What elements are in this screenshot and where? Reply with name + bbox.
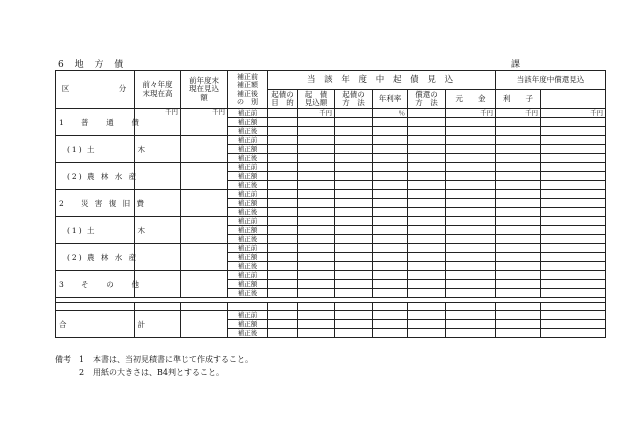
value-cell — [268, 181, 298, 190]
phase-cell: 補正後 — [228, 289, 268, 298]
value-cell — [496, 190, 541, 199]
value-cell — [373, 154, 408, 163]
value-cell — [335, 136, 373, 145]
value-cell — [268, 244, 298, 253]
value-cell — [373, 280, 408, 289]
value-cell — [298, 244, 335, 253]
value-cell — [268, 262, 298, 271]
value-cell — [373, 253, 408, 262]
value-cell — [408, 172, 446, 181]
blank-row — [56, 303, 606, 311]
value-cell — [541, 163, 606, 172]
value-cell — [408, 329, 446, 338]
value-cell — [446, 329, 496, 338]
prev2-balance-cell: 千円 — [135, 109, 181, 136]
value-cell — [268, 329, 298, 338]
value-cell — [446, 253, 496, 262]
value-cell — [408, 208, 446, 217]
value-cell — [541, 311, 606, 320]
prev1-estimate-cell — [181, 217, 228, 244]
value-cell — [408, 280, 446, 289]
value-cell — [541, 217, 606, 226]
value-cell — [268, 136, 298, 145]
prev1-estimate-cell — [181, 311, 228, 338]
header-principal: 元 金 — [446, 90, 496, 109]
value-cell — [373, 329, 408, 338]
value-cell — [373, 262, 408, 271]
header-repay-method: 償還の 方 法 — [408, 90, 446, 109]
phase-cell: 補正額 — [228, 172, 268, 181]
value-cell — [496, 320, 541, 329]
value-cell — [268, 226, 298, 235]
prev1-estimate-cell — [181, 271, 228, 298]
value-cell — [373, 235, 408, 244]
value-cell — [408, 154, 446, 163]
value-cell — [298, 136, 335, 145]
value-cell — [446, 244, 496, 253]
value-cell — [268, 172, 298, 181]
value-cell — [408, 226, 446, 235]
value-cell — [496, 329, 541, 338]
value-cell — [268, 235, 298, 244]
value-cell — [298, 271, 335, 280]
value-cell — [373, 163, 408, 172]
category-label: 2 災 害 復 旧 費 — [56, 190, 135, 217]
value-cell — [496, 163, 541, 172]
value-cell — [408, 136, 446, 145]
value-cell — [446, 172, 496, 181]
phase-cell: 補正前 — [228, 136, 268, 145]
value-cell — [408, 271, 446, 280]
value-cell — [298, 190, 335, 199]
value-cell — [446, 190, 496, 199]
phase-cell: 補正額 — [228, 320, 268, 329]
value-cell — [446, 289, 496, 298]
prev1-estimate-cell — [181, 136, 228, 163]
value-cell — [541, 118, 606, 127]
table-row — [56, 190, 606, 199]
value-cell — [541, 253, 606, 262]
value-cell — [541, 190, 606, 199]
value-cell — [268, 217, 298, 226]
value-cell — [298, 145, 335, 154]
value-cell — [446, 136, 496, 145]
table-row — [56, 136, 606, 145]
value-cell — [268, 145, 298, 154]
value-cell: 千円 — [298, 109, 335, 118]
value-cell — [298, 208, 335, 217]
table-row — [56, 163, 606, 172]
value-cell — [541, 154, 606, 163]
value-cell — [298, 280, 335, 289]
value-cell — [298, 127, 335, 136]
header-purpose: 起債の 目 的 — [268, 90, 298, 109]
value-cell — [541, 127, 606, 136]
phase-cell: 補正前 — [228, 244, 268, 253]
value-cell — [496, 136, 541, 145]
value-cell — [408, 145, 446, 154]
total-row — [56, 311, 606, 320]
value-cell — [541, 271, 606, 280]
value-cell — [446, 320, 496, 329]
value-cell — [496, 145, 541, 154]
value-cell — [408, 199, 446, 208]
value-cell — [446, 199, 496, 208]
value-cell — [268, 271, 298, 280]
prev1-estimate-cell: 千円 — [181, 109, 228, 136]
value-cell: 千円 — [541, 109, 606, 118]
value-cell: 千円 — [496, 109, 541, 118]
header-category: 区 分 — [56, 71, 135, 109]
total-label: 合 計 — [56, 311, 135, 338]
value-cell — [298, 199, 335, 208]
value-cell — [268, 127, 298, 136]
value-cell — [446, 226, 496, 235]
phase-cell: 補正前 — [228, 109, 268, 118]
value-cell — [373, 118, 408, 127]
value-cell — [298, 262, 335, 271]
value-cell — [541, 136, 606, 145]
value-cell: ％ — [373, 109, 408, 118]
value-cell — [496, 172, 541, 181]
category-label: 1 普 通 債 — [56, 109, 135, 136]
value-cell — [298, 118, 335, 127]
table-row — [56, 244, 606, 253]
value-cell — [268, 118, 298, 127]
category-label: (1) 土 木 — [56, 136, 135, 163]
value-cell — [335, 289, 373, 298]
value-cell — [446, 181, 496, 190]
category-label: 3 そ の 他 — [56, 271, 135, 298]
phase-cell: 補正後 — [228, 262, 268, 271]
category-label: (1) 土 木 — [56, 217, 135, 244]
value-cell — [408, 235, 446, 244]
header-amount: 起 債 見込額 — [298, 90, 335, 109]
department-label: 課 — [511, 60, 521, 70]
phase-cell: 補正後 — [228, 329, 268, 338]
phase-cell: 補正額 — [228, 280, 268, 289]
value-cell — [541, 280, 606, 289]
value-cell — [496, 253, 541, 262]
value-cell — [335, 329, 373, 338]
value-cell — [496, 271, 541, 280]
value-cell — [373, 181, 408, 190]
value-cell — [408, 127, 446, 136]
value-cell — [408, 163, 446, 172]
table-row — [56, 271, 606, 280]
value-cell — [268, 190, 298, 199]
value-cell — [335, 217, 373, 226]
value-cell — [335, 271, 373, 280]
value-cell — [408, 190, 446, 199]
prev2-balance-cell — [135, 163, 181, 190]
header-prev2-balance: 前々年度 末現在高 — [135, 71, 181, 109]
value-cell — [373, 320, 408, 329]
value-cell — [298, 253, 335, 262]
value-cell — [335, 253, 373, 262]
value-cell — [373, 190, 408, 199]
value-cell — [335, 311, 373, 320]
value-cell — [373, 127, 408, 136]
value-cell — [373, 145, 408, 154]
value-cell — [496, 208, 541, 217]
value-cell — [541, 208, 606, 217]
value-cell — [298, 320, 335, 329]
value-cell — [268, 208, 298, 217]
category-label: (2) 農 林 水 産 — [56, 163, 135, 190]
value-cell — [408, 181, 446, 190]
value-cell — [408, 109, 446, 118]
value-cell — [408, 289, 446, 298]
value-cell — [446, 311, 496, 320]
value-cell — [446, 262, 496, 271]
value-cell — [408, 118, 446, 127]
value-cell — [373, 199, 408, 208]
value-cell — [446, 163, 496, 172]
value-cell — [496, 289, 541, 298]
value-cell — [408, 253, 446, 262]
value-cell — [496, 311, 541, 320]
value-cell — [446, 271, 496, 280]
value-cell — [408, 320, 446, 329]
table-row — [56, 109, 606, 118]
value-cell — [373, 226, 408, 235]
value-cell — [335, 181, 373, 190]
value-cell — [298, 311, 335, 320]
value-cell — [268, 163, 298, 172]
prev1-estimate-cell — [181, 190, 228, 217]
notes — [55, 353, 253, 379]
prev2-balance-cell — [135, 244, 181, 271]
value-cell — [268, 311, 298, 320]
phase-cell: 補正額 — [228, 118, 268, 127]
phase-cell: 補正前 — [228, 217, 268, 226]
header-prev1-estimate: 前年度末 現在見込 額 — [181, 71, 228, 109]
phase-cell: 補正額 — [228, 199, 268, 208]
value-cell — [496, 199, 541, 208]
value-cell — [541, 289, 606, 298]
phase-cell: 補正額 — [228, 226, 268, 235]
value-cell — [496, 244, 541, 253]
value-cell — [496, 217, 541, 226]
prev1-estimate-cell — [181, 244, 228, 271]
value-cell — [446, 235, 496, 244]
category-label: (2) 農 林 水 産 — [56, 244, 135, 271]
phase-cell: 補正前 — [228, 271, 268, 280]
value-cell — [335, 280, 373, 289]
value-cell — [268, 280, 298, 289]
header-rate: 年利率 — [373, 90, 408, 109]
value-cell — [541, 244, 606, 253]
value-cell — [541, 145, 606, 154]
value-cell — [298, 154, 335, 163]
value-cell — [298, 226, 335, 235]
value-cell — [408, 244, 446, 253]
value-cell — [446, 145, 496, 154]
value-cell — [373, 217, 408, 226]
phase-cell: 補正前 — [228, 190, 268, 199]
value-cell — [446, 118, 496, 127]
value-cell — [446, 208, 496, 217]
value-cell — [298, 289, 335, 298]
header-redeem-group: 当該年度中償還見込 — [496, 71, 606, 90]
document-title: 6 地 方 債 — [58, 60, 128, 70]
value-cell — [268, 320, 298, 329]
value-cell — [408, 217, 446, 226]
value-cell — [335, 226, 373, 235]
value-cell — [541, 235, 606, 244]
value-cell — [496, 181, 541, 190]
value-cell — [446, 280, 496, 289]
phase-cell: 補正前 — [228, 163, 268, 172]
value-cell — [268, 253, 298, 262]
phase-cell: 補正後 — [228, 235, 268, 244]
municipal-bond-table — [55, 70, 606, 338]
value-cell — [335, 118, 373, 127]
value-cell — [446, 127, 496, 136]
value-cell — [541, 320, 606, 329]
value-cell — [496, 262, 541, 271]
value-cell — [496, 235, 541, 244]
value-cell — [335, 109, 373, 118]
value-cell — [541, 262, 606, 271]
value-cell — [335, 163, 373, 172]
value-cell — [335, 154, 373, 163]
prev2-balance-cell — [135, 271, 181, 298]
value-cell — [496, 127, 541, 136]
value-cell — [268, 109, 298, 118]
value-cell — [446, 217, 496, 226]
phase-cell: 補正後 — [228, 181, 268, 190]
header-method: 起債の 方 法 — [335, 90, 373, 109]
value-cell — [298, 163, 335, 172]
value-cell — [268, 289, 298, 298]
value-cell — [268, 154, 298, 163]
value-cell — [335, 262, 373, 271]
phase-cell: 補正後 — [228, 154, 268, 163]
value-cell — [373, 289, 408, 298]
header-phase: 補正前 補正額 補正後 の 別 — [228, 71, 268, 109]
value-cell — [335, 172, 373, 181]
value-cell: 千円 — [446, 109, 496, 118]
note-item: 2 用紙の大きさは、B4判とすること。 — [79, 368, 224, 377]
phase-cell: 補正後 — [228, 208, 268, 217]
value-cell — [496, 118, 541, 127]
value-cell — [373, 208, 408, 217]
value-cell — [373, 244, 408, 253]
value-cell — [298, 217, 335, 226]
value-cell — [298, 172, 335, 181]
header-interest: 利 子 — [496, 90, 541, 109]
value-cell — [335, 320, 373, 329]
phase-cell: 補正額 — [228, 253, 268, 262]
value-cell — [496, 154, 541, 163]
value-cell — [541, 329, 606, 338]
value-cell — [496, 226, 541, 235]
value-cell — [373, 311, 408, 320]
header-issue-group: 当 該 年 度 中 起 債 見 込 — [268, 71, 496, 90]
value-cell — [335, 199, 373, 208]
value-cell — [373, 271, 408, 280]
phase-cell: 補正額 — [228, 145, 268, 154]
value-cell — [446, 154, 496, 163]
value-cell — [335, 190, 373, 199]
value-cell — [335, 208, 373, 217]
value-cell — [335, 127, 373, 136]
value-cell — [496, 280, 541, 289]
value-cell — [335, 244, 373, 253]
value-cell — [541, 172, 606, 181]
value-cell — [373, 136, 408, 145]
phase-cell: 補正後 — [228, 127, 268, 136]
note-item: 備考 1 本書は、当初見積書に準じて作成すること。 — [55, 355, 253, 364]
phase-cell: 補正前 — [228, 311, 268, 320]
value-cell — [298, 235, 335, 244]
value-cell — [268, 199, 298, 208]
prev1-estimate-cell — [181, 163, 228, 190]
value-cell — [408, 262, 446, 271]
value-cell — [335, 235, 373, 244]
value-cell — [373, 172, 408, 181]
value-cell — [298, 181, 335, 190]
value-cell — [298, 329, 335, 338]
value-cell — [541, 199, 606, 208]
value-cell — [541, 226, 606, 235]
value-cell — [335, 145, 373, 154]
table-row — [56, 217, 606, 226]
value-cell — [541, 181, 606, 190]
value-cell — [408, 311, 446, 320]
notes-prefix: 備考 — [55, 355, 71, 364]
